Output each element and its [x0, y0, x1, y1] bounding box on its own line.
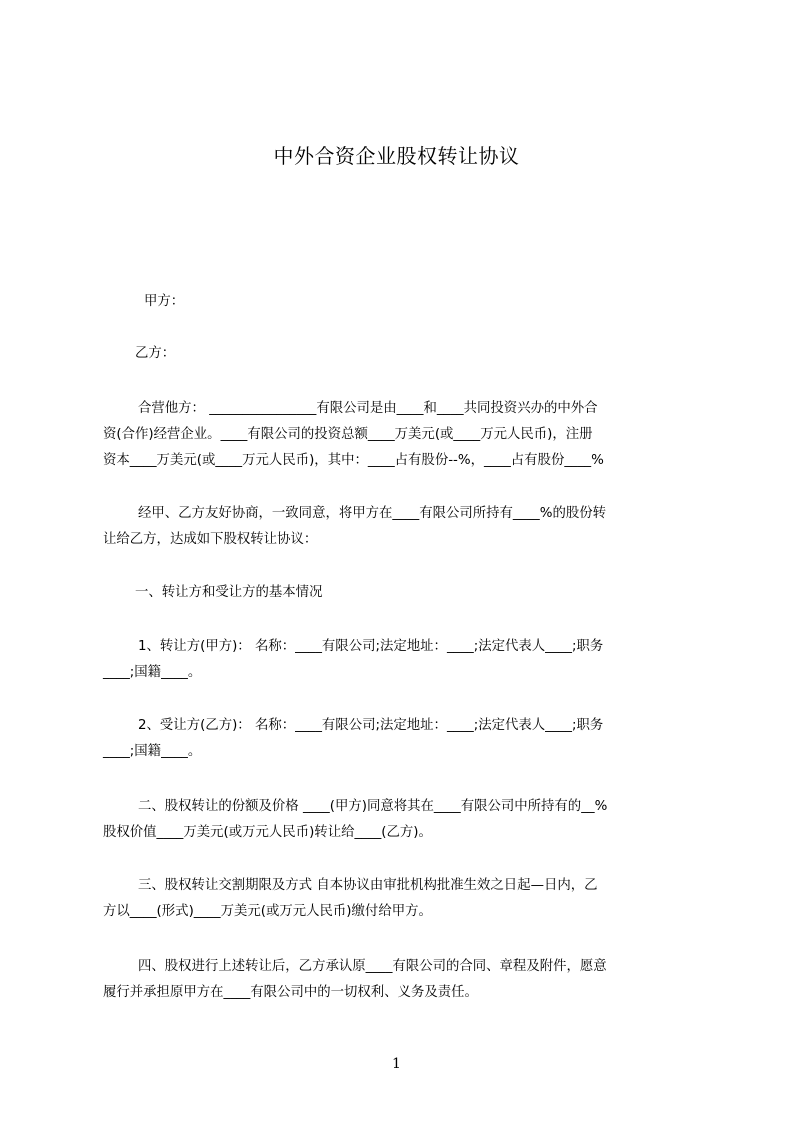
- section-4-paragraph: [103, 954, 709, 1006]
- page-number: 1: [392, 1056, 401, 1072]
- paragraph-line: ____;国籍____。: [103, 744, 202, 759]
- paragraph-line: 二、股权转让的份额及价格 ____(甲方)同意将其在____有限公司中所持有的__%: [138, 799, 608, 814]
- section-3-paragraph: [103, 873, 709, 925]
- paragraph-line: 2、受让方(乙方)： 名称：____有限公司;法定地址：____;法定代表人____;职务: [138, 718, 604, 733]
- paragraph-line: 四、股权进行上述转让后，乙方承认原____有限公司的合同、章程及附件，愿意: [138, 959, 607, 974]
- paragraph-line: 资(合作)经营企业。____有限公司的投资总额____万美元(或____万元人民币)，注册: [103, 427, 593, 442]
- transferee-paragraph: [103, 713, 709, 765]
- section-2-paragraph: [103, 794, 709, 846]
- paragraph-line: 让给乙方，达成如下股权转让协议：: [103, 532, 318, 547]
- section-1-heading: 一、转让方和受让方的基本情况: [135, 585, 323, 600]
- paragraph-line: 经甲、乙方友好协商，一致同意，将甲方在____有限公司所持有____%的股份转: [138, 506, 607, 521]
- paragraph-line: 1、转让方(甲方)： 名称：____有限公司;法定地址：____;法定代表人____;职务: [138, 639, 604, 654]
- document-title: 中外合资企业股权转让协议: [273, 144, 520, 168]
- joint-venture-paragraph: [103, 396, 709, 474]
- paragraph-line: 三、股权转让交割期限及方式 自本协议由审批机构批准生效之日起—日内，乙: [138, 878, 598, 893]
- paragraph-line: 资本____万美元(或____万元人民币)，其中：____占有股份--%，____占有股份____%: [103, 453, 604, 468]
- paragraph-line: 履行并承担原甲方在____有限公司中的一切权利、义务及责任。: [103, 985, 478, 1000]
- paragraph-line: 方以____(形式)____万美元(或万元人民币)缴付给甲方。: [103, 904, 432, 919]
- paragraph-line: 合营他方： ________________有限公司是由____和____共同投资兴办的中外合: [138, 401, 598, 416]
- party-a-label: 甲方：: [144, 294, 185, 309]
- consensus-paragraph: [103, 501, 709, 553]
- party-b-label: 乙方：: [135, 346, 176, 361]
- transferor-paragraph: [103, 634, 709, 686]
- paragraph-line: 股权价值____万美元(或万元人民币)转让给____(乙方)。: [103, 825, 432, 840]
- paragraph-line: ____;国籍____。: [103, 665, 202, 680]
